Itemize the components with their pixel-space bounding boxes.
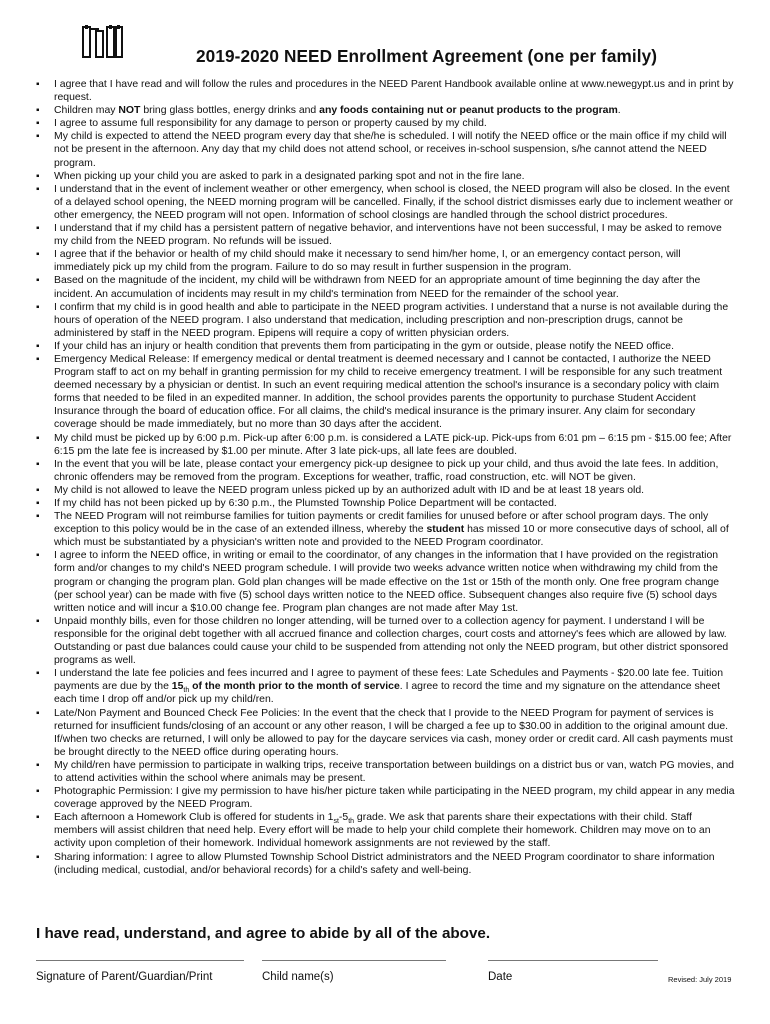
rule-item: ▪ Photographic Permission: I give my permission to have his/her picture taken while participating in the NEED program, my child appear in any media coverage approved by the NEED Program. [36, 786, 735, 811]
parent-signature-line[interactable] [36, 960, 244, 961]
rule-item: ▪ My child is expected to attend the NEED program every day that she/he is scheduled. I will notify the NEED office or the main office if my child will not be present in the afternoon. Any day that my child does not attend school, or receives in-school suspension, s/he cannot attend the NEED program. [36, 131, 727, 169]
rule-item: ▪ Children may NOT bring glass bottles, energy drinks and any foods containing nut or peanut products to the program. [36, 105, 621, 117]
bullet-icon: ▪ [36, 432, 40, 444]
child-name-line[interactable] [262, 960, 446, 961]
rule-item: ▪ Late/Non Payment and Bounced Check Fee Policies: In the event that the check that I provide to the NEED Program for payment of services is returned for insufficient funds/closing of an account or any other reason, I will be charged a fee up to $30.00 in addition to the original amount due. If/when two checks are returned, I will only be allowed to pay for the daycare services via cash, money order or credit card. All cash payments must be brought directly to the NEED office during operating hours. [36, 707, 733, 758]
bullet-icon: ▪ [36, 484, 40, 496]
rule-item: ▪ I agree that if the behavior or health of my child should make it necessary to send him/her home, I, or an emergency contact person, will immediately pick up my child from the program. Failure to do so may result in further suspension in the program. [36, 249, 681, 274]
rule-item: ▪ When picking up your child you are asked to park in a designated parking spot and not in the fire lane. [36, 170, 525, 182]
bullet-icon: ▪ [36, 118, 40, 130]
bullet-icon: ▪ [36, 759, 40, 771]
rule-item: ▪ My child must be picked up by 6:00 p.m. Pick-up after 6:00 p.m. is considered a LATE pick-up. Pick-ups from 6:01 pm – 6:15 pm - $15.00 fee; After 6:15 pm the late fee is increased by $1.00 per minute. After 3 late pick-ups, all late fees are doubled. [36, 432, 732, 457]
bullet-icon: ▪ [36, 223, 40, 235]
rule-item: ▪ If my child has not been picked up by 6:30 p.m., the Plumsted Township Police Department will be contacted. [36, 498, 557, 509]
bullet-icon: ▪ [36, 183, 40, 195]
bullet-icon: ▪ [36, 511, 40, 523]
rule-item: ▪ I understand that if my child has a persistent pattern of negative behavior, and interventions have not been successful, I may be asked to remove my child from the NEED program. No refunds will be issued. [36, 223, 722, 248]
rule-item: ▪ I understand the late fee policies and fees incurred and I agree to payment of these fees: Late Schedules and Payments - $20.00 late fee. Tuition payments are due by the $15_{th}$ of the month prior to the month of service. I agree to record the time and my signature on the attendance sheet each time I drop off and/or pick up my child/ren. [36, 668, 724, 706]
bullet-icon: ▪ [36, 812, 40, 824]
rule-item: ▪ My child is not allowed to leave the NEED program unless picked up by an authorized adult with ID and be at least 18 years old. [36, 484, 645, 496]
bullet-icon: ▪ [36, 498, 40, 509]
rule-item: ▪ Each afternoon a Homework Club is offered for students in $1_{st}-5_{th}$ grade. We ask that parents share their expectations with their child. Staff members will assist children that need help. Every effort will be made to help your child complete their homework. Children may move on to an activity upon completion of their homework. Individual homework assignments are not reviewed by the staff. [36, 812, 711, 850]
agreement-statement: I have read, understand, and agree to abide by all of the above. [36, 925, 491, 942]
bullet-icon: ▪ [36, 249, 40, 261]
rule-item: ▪ If your child has an injury or health condition that prevents them from participating in the gym or outside, please notify the NEED office. [36, 340, 675, 352]
bullet-icon: ▪ [36, 458, 40, 470]
agreement-rules-list [36, 78, 738, 877]
rule-item: ▪ I agree to inform the NEED office, in writing or email to the coordinator, of any changes in the information that I have provided on the registration form and/or changes to my child's NEED program schedule. I will provide two weeks advance written notice when withdrawing my child from the program or changing the program plan. Gold plan changes will be made effective on the 1st or 15th of the month only. One free program change (per school year) can be made with five (5) school days written notice to the NEED office. Subsequent changes also require five (5) school days written notice and will incur a $10.00 change fee. Program plan changes are not made after May 1st. [36, 550, 720, 614]
rule-item: ▪ Sharing information: I agree to allow Plumsted Township School District administrators and the NEED Program coordinator to share information (including medical, custodial, and/or behavioral records) for a child's safety and well-being. [36, 851, 715, 876]
rule-item: ▪ The NEED Program will not reimburse families for tuition payments or credit families for unused before or after school program days. The only exception to this policy would be in the case of an extended illness, whereby the student has missed 10 or more consecutive days of school, all of which must be substantiated by a physician's written note and provided to the NEED Program coordinator. [36, 511, 729, 549]
rule-item: ▪ I confirm that my child is in good health and able to participate in the NEED program activities. I understand that a nurse is not available during the hours of operation of the NEED program. I also understand that medication, including prescription and non-prescription drugs, cannot be administered by staff in the NEED program. Epipens will require a copy of written physician orders. [36, 301, 729, 339]
rule-item: ▪ I agree to assume full responsibility for any damage to person or property caused by my child. [36, 118, 487, 130]
rule-item: ▪ Emergency Medical Release: If emergency medical or dental treatment is deemed necessary and I cannot be contacted, I authorize the NEED Program staff to act on my behalf in granting permission for my child to receive emergency treatment. I will be responsible for any such treatment deemed necessary by a physician or dentist. In such an event requiring medical attention the school's insurance is a secondary policy with claim forms that needed to be filed in an expedited manner. In addition, the school provides parents the opportunity to purchase Student Accident Insurance through the board of education office. For all claims, the child's medical insurance is the primary insurer. Any claim for secondary coverage should be made immediately, but no more than 30 days after the accident. [36, 353, 723, 431]
bullet-icon: ▪ [36, 353, 40, 365]
rule-item: ▪ I understand that in the event of inclement weather or other emergency, when school is closed, the NEED program will also be closed. In the event of a delayed school opening, the NEED morning program will be cancelled. Finally, if the school district dismisses early due to inclement weather or other emergency, the NEED program will not open. Information of school closings are handled through the school district procedures. [36, 183, 734, 221]
bullet-icon: ▪ [36, 615, 40, 627]
bullet-icon: ▪ [36, 340, 40, 352]
parent-signature-label: Signature of Parent/Guardian/Print [36, 971, 213, 983]
bullet-icon: ▪ [36, 79, 40, 90]
date-line[interactable] [488, 960, 658, 961]
rule-item: ▪ I agree that I have read and will follow the rules and procedures in the NEED Parent Handbook available online at www.newegypt.us and in print by request. [36, 79, 734, 104]
bullet-icon: ▪ [36, 786, 40, 798]
bullet-icon: ▪ [36, 550, 40, 562]
date-label: Date [488, 971, 513, 983]
rule-item: ▪ My child/ren have permission to participate in walking trips, receive transportation between buildings on a district bus or van, watch PG movies, and to attend activities within the school where animals may be present. [36, 759, 734, 784]
bullet-icon: ▪ [36, 707, 40, 719]
rule-item: ▪ Unpaid monthly bills, even for those children no longer attending, will be turned over to a collection agency for payment. I understand I will be responsible for the original debt together with all accrued finance and collection charges, court costs and attorney's fees which are allowed by law. Outstanding or past due balances could cause your child to be suspended from attending not only the NEED program, but other district sponsored programs as well. [36, 615, 729, 667]
bullet-icon: ▪ [36, 105, 40, 117]
bullet-icon: ▪ [36, 275, 40, 287]
nh-monogram-logo-icon [80, 22, 124, 62]
bullet-icon: ▪ [36, 851, 40, 863]
page-title: 2019-2020 NEED Enrollment Agreement (one per family) [196, 46, 658, 66]
bullet-icon: ▪ [36, 301, 40, 313]
revision-date: Revised: July 2019 [668, 975, 732, 984]
bullet-icon: ▪ [36, 131, 40, 143]
rule-item: ▪ In the event that you will be late, please contact your emergency pick-up designee to pick up your child, and thus avoid the late fees. In addition, chronic offenders may be removed from the program. Exceptions for weather, traffic, road construction, etc. will NOT be given. [36, 458, 719, 483]
bullet-icon: ▪ [36, 170, 40, 182]
bullet-icon: ▪ [36, 668, 40, 680]
child-name-label: Child name(s) [262, 971, 334, 983]
rule-item: ▪ Based on the magnitude of the incident, my child will be withdrawn from NEED for an appropriate amount of time beginning the day after the incident. An accumulation of incidents may result in my child's termination from NEED for the remainder of the school year. [36, 275, 701, 300]
